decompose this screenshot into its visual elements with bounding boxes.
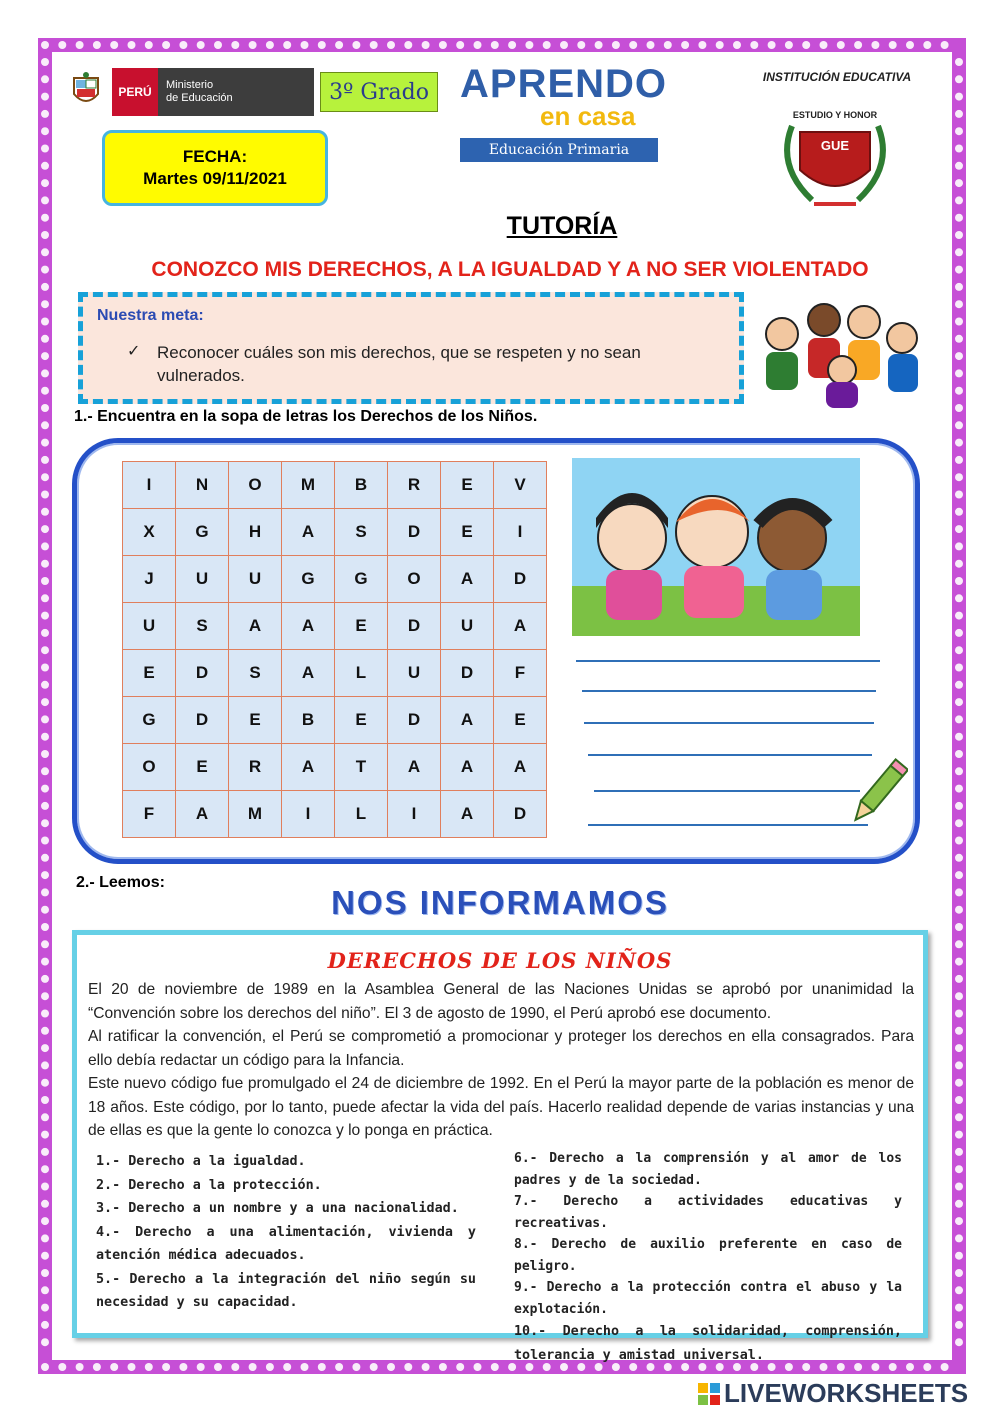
grid-letter[interactable]: A xyxy=(282,744,335,791)
grid-letter[interactable]: A xyxy=(441,697,494,744)
right-item: 9.- Derecho a la protección contra el abuso y la explotación. xyxy=(514,1280,902,1317)
reading-heading: DERECHOS DE LOS NIÑOS xyxy=(327,948,673,973)
grid-letter[interactable]: E xyxy=(335,697,388,744)
right-item: 10.- Derecho a la solidaridad, comprensión, tolerancia y amistad universal. xyxy=(514,1324,902,1363)
grid-letter[interactable]: A xyxy=(282,509,335,556)
grid-letter[interactable]: A xyxy=(494,744,547,791)
grid-letter[interactable]: D xyxy=(388,697,441,744)
grid-letter[interactable]: F xyxy=(123,791,176,838)
seal-motto: ESTUDIO Y HONOR xyxy=(792,110,878,120)
grid-row xyxy=(123,556,547,603)
grid-letter[interactable]: D xyxy=(494,791,547,838)
liveworksheets-icon xyxy=(698,1383,720,1405)
grid-letter[interactable]: R xyxy=(388,462,441,509)
pencil-icon xyxy=(848,756,908,830)
answer-line[interactable] xyxy=(588,754,872,756)
liveworksheets-text: LIVEWORKSHEETS xyxy=(724,1378,969,1408)
grid-letter[interactable]: A xyxy=(282,603,335,650)
school-seal-icon xyxy=(772,96,898,216)
right-item: 1.- Derecho a la igualdad. xyxy=(96,1154,306,1169)
grid-row xyxy=(123,650,547,697)
grid-letter[interactable]: A xyxy=(441,791,494,838)
grid-row xyxy=(123,791,547,838)
grid-letter[interactable]: J xyxy=(123,556,176,603)
grid-letter[interactable]: L xyxy=(335,791,388,838)
peru-coat-of-arms-icon xyxy=(68,70,104,110)
grid-letter[interactable]: G xyxy=(123,697,176,744)
grid-row xyxy=(123,603,547,650)
info-banner: NOS INFORMAMOS xyxy=(331,884,669,921)
grid-letter[interactable]: U xyxy=(176,556,229,603)
ministry-line1: Ministerio xyxy=(166,79,214,91)
answer-line[interactable] xyxy=(588,824,868,826)
grid-letter[interactable]: A xyxy=(229,603,282,650)
subject-title: TUTORÍA xyxy=(506,212,618,240)
answer-line[interactable] xyxy=(576,660,880,662)
seal-letters: GUE xyxy=(820,138,850,153)
ministry-line2: de Educación xyxy=(166,92,233,104)
grid-letter[interactable]: M xyxy=(229,791,282,838)
grid-letter[interactable]: I xyxy=(123,462,176,509)
grid-row xyxy=(123,744,547,791)
grid-letter[interactable]: E xyxy=(494,697,547,744)
goal-text: Reconocer cuáles son mis derechos, que se respeten y no sean vulnerados. xyxy=(157,343,641,385)
en-casa-text: en casa xyxy=(540,101,636,131)
word-search-grid xyxy=(122,461,547,838)
rights-list-left xyxy=(96,1150,476,1315)
answer-line[interactable] xyxy=(594,790,860,792)
grid-letter[interactable]: G xyxy=(282,556,335,603)
grid-row xyxy=(123,509,547,556)
right-item: 3.- Derecho a un nombre y a una nacionalidad. xyxy=(96,1201,459,1216)
aprendo-text: APRENDO xyxy=(460,62,668,106)
reading-paragraph-2: Al ratificar la convención, el Perú se comprometió a promocionar y proteger los derechos en ella consagrados. Para ello debía redactar un código para la Infancia. xyxy=(88,1028,914,1069)
grid-letter[interactable]: X xyxy=(123,509,176,556)
reading-paragraph-1: El 20 de noviembre de 1989 en la Asamblea General de las Naciones Unidas se aprobó por unanimidad la “Convención sobre los derechos del niño”. El 3 de agosto de 1990, el Perú aprobó ese documento. xyxy=(88,981,914,1022)
grid-letter[interactable]: A xyxy=(441,556,494,603)
ministry-name xyxy=(158,68,314,116)
grid-letter[interactable]: E xyxy=(335,603,388,650)
grid-letter[interactable]: D xyxy=(388,509,441,556)
grid-letter[interactable]: L xyxy=(335,650,388,697)
grid-letter[interactable]: A xyxy=(441,744,494,791)
date-label: FECHA: xyxy=(182,147,248,166)
right-item: 7.- Derecho a actividades educativas y recreativas. xyxy=(514,1194,902,1231)
grid-letter[interactable]: I xyxy=(494,509,547,556)
grid-letter[interactable]: G xyxy=(335,556,388,603)
right-item: 2.- Derecho a la protección. xyxy=(96,1177,322,1193)
grid-letter[interactable]: R xyxy=(229,744,282,791)
activity1-instruction: 1.- Encuentra en la sopa de letras los Derechos de los Niños. xyxy=(74,408,538,425)
aprendo-en-casa-logo xyxy=(460,62,668,164)
lesson-title: CONOZCO MIS DERECHOS, A LA IGUALDAD Y A NO SER VIOLENTADO xyxy=(151,258,869,281)
grid-letter[interactable]: A xyxy=(282,650,335,697)
grid-letter[interactable]: O xyxy=(229,462,282,509)
grid-row xyxy=(123,697,547,744)
grid-letter[interactable]: B xyxy=(335,462,388,509)
grid-letter[interactable]: E xyxy=(441,462,494,509)
rights-list-right xyxy=(514,1148,902,1367)
liveworksheets-logo[interactable] xyxy=(698,1378,968,1409)
grid-letter[interactable]: O xyxy=(388,556,441,603)
grid-letter[interactable]: D xyxy=(176,697,229,744)
grid-letter[interactable]: G xyxy=(176,509,229,556)
grid-letter[interactable]: E xyxy=(123,650,176,697)
education-level: Educación Primaria xyxy=(460,138,658,162)
children-circle-illustration xyxy=(752,294,932,412)
institution-label: INSTITUCIÓN EDUCATIVA xyxy=(762,70,912,84)
grid-letter[interactable]: A xyxy=(176,791,229,838)
right-item: 6.- Derecho a la comprensión y al amor de los padres y de la sociedad. xyxy=(514,1151,902,1188)
grid-letter[interactable]: I xyxy=(388,791,441,838)
grid-letter[interactable]: U xyxy=(123,603,176,650)
grid-letter[interactable]: D xyxy=(494,556,547,603)
right-item: 8.- Derecho de auxilio preferente en caso de peligro. xyxy=(514,1237,902,1274)
checkmark-icon: ✓ xyxy=(127,343,141,360)
grid-letter[interactable]: E xyxy=(441,509,494,556)
right-item: 4.- Derecho a una alimentación, vivienda y atención médica adecuados. xyxy=(96,1224,476,1263)
reading-paragraph-3: Este nuevo código fue promulgado el 24 de diciembre de 1992. En el Perú la mayor parte de la población es menor de 18 años. Este código, por lo tanto, puede afectar la vida del país. Hacerlo realidad depende de varias instancias y una de ellas es que la gente lo conozca y lo ponga en práctica. xyxy=(88,1075,914,1139)
grid-letter[interactable]: S xyxy=(335,509,388,556)
grid-letter[interactable]: V xyxy=(494,462,547,509)
answer-line[interactable] xyxy=(584,722,874,724)
grid-letter[interactable]: M xyxy=(282,462,335,509)
grid-letter[interactable]: T xyxy=(335,744,388,791)
date-box xyxy=(102,130,328,206)
ministry-logo xyxy=(112,68,314,116)
grid-letter[interactable]: O xyxy=(123,744,176,791)
children-illustration xyxy=(572,458,860,636)
grid-letter[interactable]: H xyxy=(229,509,282,556)
peru-label: PERÚ xyxy=(112,68,158,116)
grid-letter[interactable]: A xyxy=(388,744,441,791)
grid-letter[interactable]: D xyxy=(388,603,441,650)
date-value: Martes 09/11/2021 xyxy=(143,169,287,188)
grid-letter[interactable]: S xyxy=(176,603,229,650)
goal-box xyxy=(78,292,744,404)
grid-letter[interactable]: B xyxy=(282,697,335,744)
grade-badge: 3º Grado xyxy=(320,72,438,112)
answer-line[interactable] xyxy=(582,690,876,692)
grid-letter[interactable]: U xyxy=(441,603,494,650)
grid-letter[interactable]: S xyxy=(229,650,282,697)
right-item: 5.- Derecho a la integración del niño según su necesidad y su capacidad. xyxy=(96,1271,476,1310)
goal-heading: Nuestra meta: xyxy=(97,307,204,324)
activity2-instruction: 2.- Leemos: xyxy=(76,874,165,891)
grid-letter[interactable]: U xyxy=(388,650,441,697)
grid-letter[interactable]: I xyxy=(282,791,335,838)
grid-letter[interactable]: U xyxy=(229,556,282,603)
grid-letter[interactable]: E xyxy=(229,697,282,744)
grid-letter[interactable]: N xyxy=(176,462,229,509)
grid-letter[interactable]: E xyxy=(176,744,229,791)
grid-letter[interactable]: D xyxy=(176,650,229,697)
grid-letter[interactable]: A xyxy=(494,603,547,650)
grid-letter[interactable]: F xyxy=(494,650,547,697)
grid-letter[interactable]: D xyxy=(441,650,494,697)
grid-row xyxy=(123,462,547,509)
